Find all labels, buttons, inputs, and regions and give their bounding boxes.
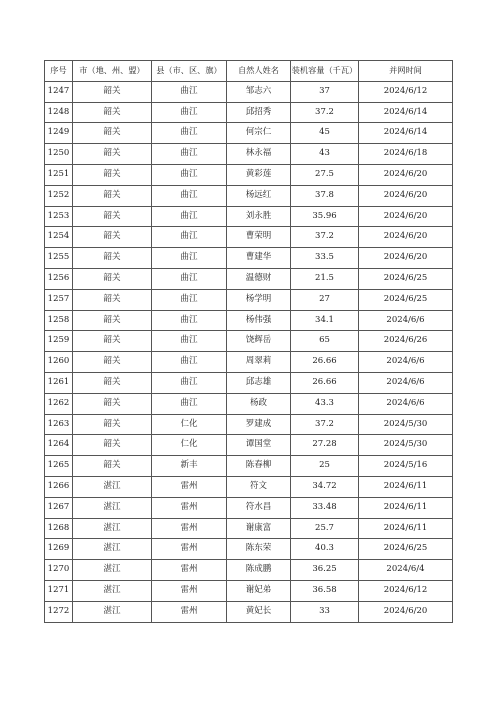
table-row (45, 81, 453, 102)
cell-capacity: 27.28 (291, 435, 359, 456)
cell-capacity: 37.2 (291, 227, 359, 248)
table-body (45, 81, 453, 622)
cell-county: 曲江 (152, 81, 227, 102)
cell-name: 杨伟强 (227, 310, 291, 331)
cell-capacity: 33.5 (291, 248, 359, 269)
cell-grid-date: 2024/5/30 (359, 435, 453, 456)
table-row (45, 102, 453, 123)
cell-name: 符文 (227, 476, 291, 497)
cell-index: 1251 (45, 164, 73, 185)
cell-city: 韶关 (73, 331, 152, 352)
cell-grid-date: 2024/6/11 (359, 518, 453, 539)
cell-index: 1248 (45, 102, 73, 123)
header-cell-county: 县（市、区、旗） (152, 61, 227, 82)
cell-name: 杨远红 (227, 185, 291, 206)
cell-capacity: 25 (291, 456, 359, 477)
cell-county: 雷州 (152, 560, 227, 581)
cell-county: 曲江 (152, 164, 227, 185)
cell-index: 1260 (45, 352, 73, 373)
cell-grid-date: 2024/6/20 (359, 601, 453, 622)
cell-index: 1253 (45, 206, 73, 227)
cell-index: 1269 (45, 539, 73, 560)
cell-city: 韶关 (73, 227, 152, 248)
cell-grid-date: 2024/6/6 (359, 393, 453, 414)
cell-city: 韶关 (73, 310, 152, 331)
cell-name: 曹荣明 (227, 227, 291, 248)
table-row (45, 580, 453, 601)
cell-index: 1256 (45, 268, 73, 289)
cell-index: 1250 (45, 144, 73, 165)
cell-name: 罗建成 (227, 414, 291, 435)
cell-capacity: 37.8 (291, 185, 359, 206)
cell-index: 1264 (45, 435, 73, 456)
table-row (45, 476, 453, 497)
cell-index: 1249 (45, 123, 73, 144)
cell-county: 仁化 (152, 414, 227, 435)
cell-county: 曲江 (152, 248, 227, 269)
cell-capacity: 65 (291, 331, 359, 352)
cell-city: 湛江 (73, 560, 152, 581)
cell-city: 湛江 (73, 497, 152, 518)
cell-index: 1257 (45, 289, 73, 310)
cell-grid-date: 2024/6/6 (359, 352, 453, 373)
cell-grid-date: 2024/6/25 (359, 268, 453, 289)
cell-name: 谭国堂 (227, 435, 291, 456)
header-cell-name: 自然人姓名 (227, 61, 291, 82)
cell-index: 1271 (45, 580, 73, 601)
cell-name: 邱志雄 (227, 372, 291, 393)
cell-grid-date: 2024/6/11 (359, 497, 453, 518)
cell-capacity: 26.66 (291, 372, 359, 393)
table-row (45, 435, 453, 456)
cell-county: 曲江 (152, 123, 227, 144)
cell-index: 1270 (45, 560, 73, 581)
cell-name: 林永福 (227, 144, 291, 165)
cell-grid-date: 2024/6/25 (359, 539, 453, 560)
cell-name: 邱招秀 (227, 102, 291, 123)
table-row (45, 144, 453, 165)
cell-index: 1262 (45, 393, 73, 414)
table-row (45, 560, 453, 581)
cell-capacity: 34.72 (291, 476, 359, 497)
cell-name: 陈春柳 (227, 456, 291, 477)
cell-city: 韶关 (73, 248, 152, 269)
cell-county: 曲江 (152, 268, 227, 289)
cell-county: 雷州 (152, 497, 227, 518)
cell-capacity: 26.66 (291, 352, 359, 373)
cell-city: 韶关 (73, 289, 152, 310)
cell-capacity: 40.3 (291, 539, 359, 560)
table-row (45, 414, 453, 435)
table-row (45, 310, 453, 331)
cell-county: 曲江 (152, 352, 227, 373)
cell-city: 韶关 (73, 102, 152, 123)
table-row (45, 601, 453, 622)
cell-city: 湛江 (73, 476, 152, 497)
cell-capacity: 34.1 (291, 310, 359, 331)
cell-grid-date: 2024/5/30 (359, 414, 453, 435)
header-cell-index: 序号 (45, 61, 73, 82)
cell-city: 韶关 (73, 164, 152, 185)
cell-grid-date: 2024/6/20 (359, 185, 453, 206)
cell-county: 雷州 (152, 476, 227, 497)
cell-capacity: 36.58 (291, 580, 359, 601)
cell-index: 1266 (45, 476, 73, 497)
cell-county: 曲江 (152, 372, 227, 393)
cell-city: 韶关 (73, 435, 152, 456)
cell-grid-date: 2024/6/12 (359, 580, 453, 601)
cell-capacity: 43.3 (291, 393, 359, 414)
cell-capacity: 21.5 (291, 268, 359, 289)
cell-capacity: 36.25 (291, 560, 359, 581)
cell-name: 符水昌 (227, 497, 291, 518)
cell-county: 曲江 (152, 331, 227, 352)
document-sheet (44, 60, 453, 623)
cell-city: 韶关 (73, 456, 152, 477)
cell-county: 雷州 (152, 518, 227, 539)
cell-county: 曲江 (152, 289, 227, 310)
cell-name: 陈东荣 (227, 539, 291, 560)
cell-capacity: 43 (291, 144, 359, 165)
cell-county: 曲江 (152, 102, 227, 123)
cell-grid-date: 2024/6/12 (359, 81, 453, 102)
cell-index: 1263 (45, 414, 73, 435)
cell-grid-date: 2024/6/11 (359, 476, 453, 497)
table-row (45, 185, 453, 206)
cell-index: 1268 (45, 518, 73, 539)
cell-index: 1255 (45, 248, 73, 269)
cell-name: 邹志六 (227, 81, 291, 102)
table-row (45, 456, 453, 477)
data-table (44, 60, 453, 623)
table-row (45, 518, 453, 539)
cell-county: 雷州 (152, 601, 227, 622)
cell-county: 雷州 (152, 580, 227, 601)
cell-capacity: 37 (291, 81, 359, 102)
table-row (45, 268, 453, 289)
cell-index: 1254 (45, 227, 73, 248)
cell-grid-date: 2024/6/6 (359, 310, 453, 331)
cell-index: 1272 (45, 601, 73, 622)
cell-name: 刘永胜 (227, 206, 291, 227)
header-row (45, 61, 453, 82)
cell-city: 韶关 (73, 185, 152, 206)
cell-name: 周翠莉 (227, 352, 291, 373)
cell-grid-date: 2024/6/25 (359, 289, 453, 310)
cell-city: 湛江 (73, 539, 152, 560)
cell-city: 韶关 (73, 372, 152, 393)
cell-name: 陈成鹏 (227, 560, 291, 581)
cell-grid-date: 2024/6/14 (359, 123, 453, 144)
table-row (45, 352, 453, 373)
cell-capacity: 33 (291, 601, 359, 622)
header-cell-city: 市（地、州、盟） (73, 61, 152, 82)
cell-grid-date: 2024/6/20 (359, 227, 453, 248)
table-row (45, 372, 453, 393)
cell-capacity: 37.2 (291, 414, 359, 435)
table-row (45, 497, 453, 518)
table-row (45, 539, 453, 560)
cell-index: 1265 (45, 456, 73, 477)
cell-grid-date: 2024/6/18 (359, 144, 453, 165)
table-row (45, 227, 453, 248)
cell-capacity: 35.96 (291, 206, 359, 227)
cell-grid-date: 2024/6/4 (359, 560, 453, 581)
table-row (45, 393, 453, 414)
cell-index: 1252 (45, 185, 73, 206)
cell-city: 韶关 (73, 352, 152, 373)
cell-county: 曲江 (152, 185, 227, 206)
header-cell-capacity: 装机容量（千瓦） (291, 61, 359, 82)
table-row (45, 289, 453, 310)
cell-city: 湛江 (73, 580, 152, 601)
cell-index: 1261 (45, 372, 73, 393)
cell-name: 何宗仁 (227, 123, 291, 144)
cell-city: 湛江 (73, 518, 152, 539)
cell-county: 曲江 (152, 144, 227, 165)
cell-capacity: 25.7 (291, 518, 359, 539)
cell-city: 韶关 (73, 393, 152, 414)
cell-city: 韶关 (73, 81, 152, 102)
cell-county: 曲江 (152, 206, 227, 227)
cell-county: 曲江 (152, 310, 227, 331)
cell-index: 1267 (45, 497, 73, 518)
cell-name: 曹建华 (227, 248, 291, 269)
cell-name: 饶辉岳 (227, 331, 291, 352)
cell-name: 杨政 (227, 393, 291, 414)
cell-city: 湛江 (73, 601, 152, 622)
cell-county: 曲江 (152, 393, 227, 414)
cell-city: 韶关 (73, 123, 152, 144)
header-cell-grid-date: 并网时间 (359, 61, 453, 82)
cell-city: 韶关 (73, 206, 152, 227)
cell-capacity: 27.5 (291, 164, 359, 185)
cell-capacity: 45 (291, 123, 359, 144)
cell-grid-date: 2024/6/26 (359, 331, 453, 352)
cell-grid-date: 2024/6/6 (359, 372, 453, 393)
cell-name: 温德财 (227, 268, 291, 289)
cell-grid-date: 2024/6/20 (359, 248, 453, 269)
table-row (45, 164, 453, 185)
cell-name: 谢康富 (227, 518, 291, 539)
cell-name: 杨学明 (227, 289, 291, 310)
cell-county: 曲江 (152, 227, 227, 248)
cell-name: 黄妃长 (227, 601, 291, 622)
cell-city: 韶关 (73, 268, 152, 289)
cell-grid-date: 2024/6/20 (359, 164, 453, 185)
cell-county: 仁化 (152, 435, 227, 456)
cell-county: 雷州 (152, 539, 227, 560)
cell-name: 黄彩莲 (227, 164, 291, 185)
cell-index: 1259 (45, 331, 73, 352)
cell-capacity: 37.2 (291, 102, 359, 123)
cell-city: 韶关 (73, 144, 152, 165)
table-row (45, 331, 453, 352)
cell-name: 谢妃弟 (227, 580, 291, 601)
table-row (45, 123, 453, 144)
cell-city: 韶关 (73, 414, 152, 435)
table-row (45, 248, 453, 269)
cell-grid-date: 2024/6/14 (359, 102, 453, 123)
cell-county: 新丰 (152, 456, 227, 477)
cell-grid-date: 2024/5/16 (359, 456, 453, 477)
cell-capacity: 27 (291, 289, 359, 310)
cell-grid-date: 2024/6/20 (359, 206, 453, 227)
table-row (45, 206, 453, 227)
cell-index: 1247 (45, 81, 73, 102)
cell-capacity: 33.48 (291, 497, 359, 518)
cell-index: 1258 (45, 310, 73, 331)
